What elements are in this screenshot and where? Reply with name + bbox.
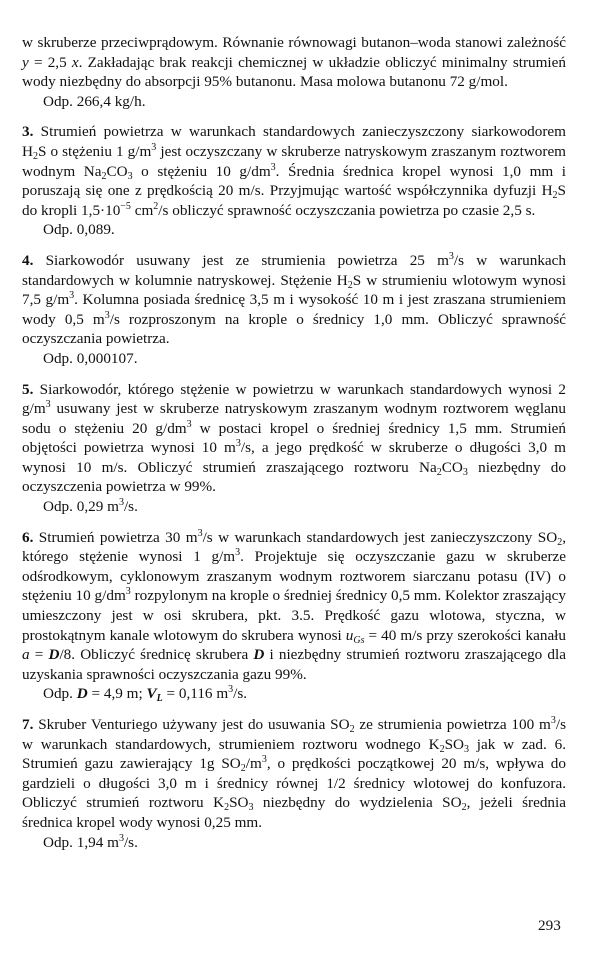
text: = 2,5: [28, 53, 72, 71]
text: o stężeniu 10 g/dm: [132, 162, 271, 180]
subscript: 3: [462, 466, 468, 478]
var-D: D: [253, 646, 265, 664]
problem-number: 4.: [22, 251, 34, 269]
text: S do kropli 1,5·10: [22, 182, 566, 219]
text: /s, a jego prędkość w skruberze o długości 3,0 m wynosi 10 m/s. Obliczyć strumień zraszającego roztworu Na: [22, 439, 566, 476]
text: CO: [106, 162, 128, 180]
text: S o stężeniu 1 g/m: [37, 142, 152, 160]
subscript: 3: [248, 802, 254, 814]
subscript: 2: [101, 170, 107, 182]
text: niezbędny do wydzielenia SO: [253, 794, 462, 812]
subscript: 2: [240, 763, 246, 775]
problem-4: [22, 251, 566, 349]
subscript: 2: [347, 279, 353, 291]
problem-5: [22, 380, 566, 498]
text: jak w zad. 6. Strumień gazu zawierający 1g SO: [22, 735, 566, 773]
text: niezbędny do oczyszczenia powietrza w 99%.: [22, 458, 566, 496]
text: Skruber Venturiego używany jest do usuwania SO: [33, 716, 350, 733]
problem-2-answer: Odp. 266,4 kg/h.: [43, 92, 146, 110]
text: /s.: [123, 833, 138, 851]
text: /s.: [233, 685, 248, 703]
page-content: [22, 33, 566, 863]
text: , którego stężenie wynosi 1 g/m: [22, 528, 566, 566]
text: /m: [245, 755, 262, 773]
text: Siarkowodór, którego stężenie w powietrzu w warunkach standardowych wynosi 2 g/m: [22, 380, 566, 418]
text: SO: [229, 794, 249, 812]
superscript: 3: [118, 832, 124, 844]
problem-5-answer: [22, 497, 566, 517]
superscript: 3: [197, 527, 203, 539]
problem-2-continuation: [22, 33, 566, 92]
superscript: 2: [153, 200, 159, 212]
text: /s.: [123, 498, 138, 516]
problem-6: [22, 528, 566, 685]
text: cm: [130, 201, 154, 219]
text: /s w warunkach standardowych, strumieniem roztworu wodnego K: [22, 716, 566, 753]
page-number: 293: [538, 917, 561, 934]
superscript: 3: [228, 684, 234, 696]
subscript: 2: [32, 150, 38, 162]
subscript: Gs: [353, 634, 365, 646]
var-x: x: [71, 53, 79, 71]
problem-number: 6.: [22, 528, 34, 546]
text: /s w warunkach standardowych jest zanieczyszczony SO: [202, 528, 558, 546]
text: /s w warunkach standardowych w kolumnie natryskowej. Stężenie H: [22, 251, 566, 289]
problem-4-answer: Odp. 0,000107.: [43, 349, 138, 367]
text: rozpylonym na krople o średniej średnicy 0,5 mm. Kolektor zraszający umieszczony jest w osi skrubera, pkt. 3.5. Prędkość gazu wlotowa, styczna, w prostokątnym kanale wlotowym do skrubera wynosi: [22, 587, 567, 644]
text: ze strumienia powietrza 100 m: [354, 716, 551, 733]
superscript: 3: [104, 309, 110, 321]
var-D: D: [76, 685, 88, 703]
superscript: 3: [235, 547, 241, 559]
problem-number: 3.: [22, 123, 34, 141]
text: Strumień powietrza 30 m: [33, 528, 198, 546]
problem-3: [22, 122, 566, 220]
text: . Średnia średnica kropel wynosi 1,0 mm i poruszają się one z prędkością 20 m/s. Przyjmując wartość współczynnika dyfuzji H: [22, 162, 567, 200]
superscript: 3: [151, 141, 157, 153]
text: . Kolumna posiada średnicę 3,5 m i wysokość 10 m i jest zraszana strumieniem wody 0,5 m: [22, 291, 566, 328]
subscript: 2: [557, 536, 563, 548]
problem-3-answer: Odp. 0,089.: [43, 221, 115, 239]
subscript: 2: [349, 724, 355, 735]
subscript: 2: [224, 802, 230, 814]
text: Odp. 1,94 m: [43, 833, 119, 851]
superscript: 3: [125, 586, 131, 598]
text: . Zakładając brak reakcji chemicznej w układzie obliczyć minimalny strumień wody niezbędny do absorpcji 95% butanonu. Masa molowa butanonu 72 g/mol.: [22, 53, 566, 91]
text: = 40 m/s przy szerokości kanału: [364, 626, 566, 644]
text: /s obliczyć sprawność oczyszczania powietrza po czasie 2,5 s.: [158, 201, 536, 219]
text: , o prędkości początkowej 20 m/s, wpływa do gardzieli o długości 3,0 m i średnicy równej 1/2 średnicy wlotowej do konfuzora. Obliczyć strumień roztworu K: [22, 755, 566, 812]
problem-number: 5.: [22, 380, 34, 398]
text: =: [29, 646, 49, 664]
superscript: 3: [235, 438, 241, 450]
problem-7: [22, 715, 566, 833]
superscript: 3: [186, 418, 192, 430]
text: /s rozproszonym na krople o średnicy 1,0 mm. Obliczyć sprawność oczyszczania powietrza.: [22, 310, 566, 348]
superscript: 3: [69, 290, 75, 302]
text: usuwany jest w skruberze natryskowym zraszanym wodnym roztworem węglanu sodu o stężeniu 20 g/dm: [22, 400, 566, 437]
superscript: 3: [118, 497, 124, 509]
subscript: 3: [463, 743, 469, 755]
subscript: 2: [439, 743, 445, 755]
problem-number: 7.: [22, 716, 34, 733]
text: Odp. 0,29 m: [43, 498, 119, 516]
text: jest oczyszczany w skruberze natryskowym zraszanym roztworem wodnym Na: [22, 142, 566, 180]
subscript: 2: [552, 190, 558, 202]
superscript: 3: [270, 161, 276, 173]
superscript: 3: [45, 399, 51, 411]
text: w skruberze przeciwprądowym. Równanie równowagi butanon–woda stanowi zależność: [22, 34, 566, 51]
text: , jeżeli średnia średnica kropel wody wynosi 0,25 mm.: [22, 794, 566, 831]
text: SO: [444, 735, 464, 753]
superscript: 3: [261, 754, 267, 766]
problem-7-answer: [22, 833, 566, 853]
var-y: y: [22, 53, 29, 71]
subscript: L: [156, 693, 163, 705]
text: S w strumieniu wlotowym wynosi 7,5 g/m: [22, 271, 566, 309]
text: w postaci kropel o średniej średnicy 1,5 mm. Strumień objętości powietrza wynosi 10 m: [22, 419, 567, 457]
superscript: 3: [550, 715, 556, 726]
superscript: −5: [120, 200, 131, 212]
text: /8. Obliczyć średnicę skrubera: [59, 646, 254, 664]
subscript: 2: [461, 802, 467, 814]
text: Siarkowodór usuwany jest ze strumienia powietrza 25 m: [33, 251, 449, 269]
var-a: a: [22, 646, 30, 664]
problem-6-answer: [22, 684, 566, 704]
var-V: V: [146, 685, 157, 703]
text: Odp.: [43, 685, 77, 703]
text: Strumień powietrza w warunkach standardowych zanieczyszczony siarkowodorem H: [22, 123, 566, 160]
text: . Projektuje się oczyszczanie gazu w skruberze odśrodkowym, cyklonowym zraszanym wodnym roztworem siarczanu potasu (IV) o stężeniu 10 g/dm: [22, 548, 566, 605]
subscript: 2: [436, 466, 442, 478]
superscript: 3: [448, 250, 454, 262]
text: i niezbędny strumień roztworu zraszającego dla uzyskania sprawności oczyszczania gazu 99%.: [22, 646, 566, 683]
subscript: 3: [127, 170, 133, 182]
var-u: u: [345, 626, 354, 644]
text: = 0,116 m: [162, 685, 229, 703]
text: CO: [441, 458, 463, 476]
var-D: D: [48, 646, 60, 664]
text: = 4,9 m;: [87, 685, 147, 703]
